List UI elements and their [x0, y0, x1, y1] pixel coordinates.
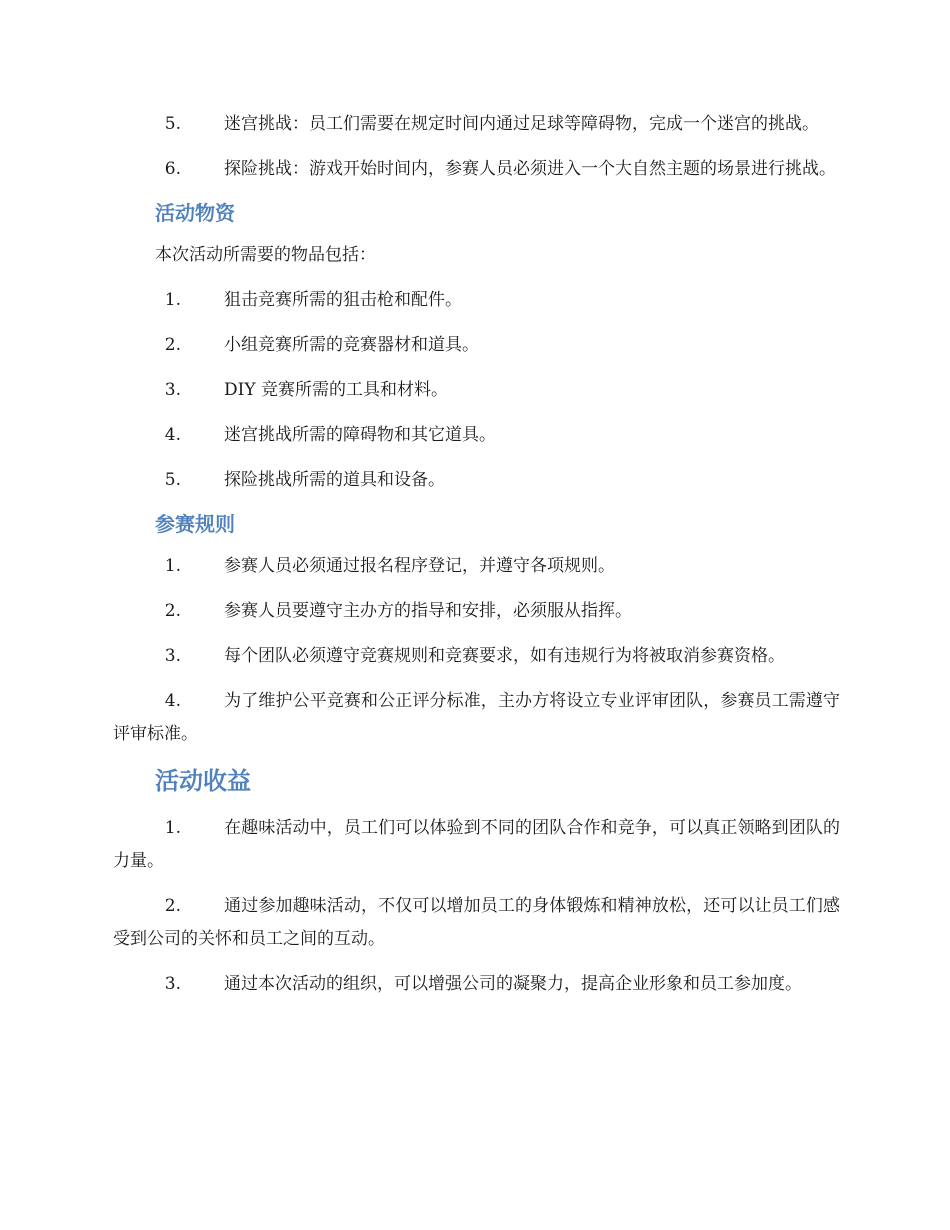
list-text: 为了维护公平竞赛和公正评分标准，主办方将设立专业评审团队，参赛员工需遵守评审标准。	[113, 691, 840, 744]
list-item	[113, 685, 840, 751]
list-number: 4.	[164, 425, 181, 445]
list-number: 1.	[164, 556, 181, 576]
document-page	[113, 108, 840, 1013]
list-item	[113, 890, 840, 956]
list-text: 在趣味活动中，员工们可以体验到不同的团队合作和竞争，可以真正领略到团队的力量。	[113, 818, 840, 871]
list-text: 狙击竞赛所需的狙击枪和配件。	[224, 290, 462, 310]
list-number: 2.	[164, 601, 181, 621]
section-heading-benefits: 活动收益	[155, 767, 251, 795]
list-item	[113, 595, 840, 628]
list-text: 参赛人员必须通过报名程序登记，并遵守各项规则。	[224, 556, 615, 576]
section-heading-rules: 参赛规则	[155, 512, 235, 536]
list-text: 参赛人员要遵守主办方的指导和安排，必须服从指挥。	[224, 601, 632, 621]
list-text: 通过本次活动的组织，可以增强公司的凝聚力，提高企业形象和员工参加度。	[224, 974, 802, 994]
list-number: 2.	[164, 335, 181, 355]
list-text: 探险挑战所需的道具和设备。	[224, 470, 445, 490]
list-number: 6.	[164, 159, 181, 179]
list-number: 1.	[164, 818, 181, 838]
list-text: 探险挑战：游戏开始时间内，参赛人员必须进入一个大自然主题的场景进行挑战。	[224, 159, 836, 179]
section-heading-supplies: 活动物资	[155, 201, 235, 225]
list-item	[113, 812, 840, 878]
list-item	[113, 374, 840, 407]
list-item	[113, 108, 840, 141]
list-number: 2.	[164, 896, 181, 916]
list-number: 3.	[164, 646, 181, 666]
list-item	[113, 153, 840, 186]
list-number: 4.	[164, 691, 181, 711]
list-text: DIY 竞赛所需的工具和材料。	[224, 380, 448, 400]
list-number: 3.	[164, 380, 181, 400]
list-item	[113, 640, 840, 673]
list-text: 小组竞赛所需的竞赛器材和道具。	[224, 335, 479, 355]
list-item	[113, 329, 840, 362]
list-number: 1.	[164, 290, 181, 310]
list-number: 5.	[164, 470, 181, 490]
list-item	[113, 550, 840, 583]
supplies-intro: 本次活动所需要的物品包括：	[155, 245, 376, 265]
list-number: 5.	[164, 114, 181, 134]
list-text: 通过参加趣味活动，不仅可以增加员工的身体锻炼和精神放松，还可以让员工们感受到公司的关怀和员工之间的互动。	[113, 896, 840, 949]
list-text: 迷宫挑战所需的障碍物和其它道具。	[224, 425, 496, 445]
list-item	[113, 284, 840, 317]
list-item	[113, 419, 840, 452]
list-number: 3.	[164, 974, 181, 994]
list-item	[113, 464, 840, 497]
list-text: 迷宫挑战：员工们需要在规定时间内通过足球等障碍物，完成一个迷宫的挑战。	[224, 114, 819, 134]
list-item	[113, 968, 840, 1001]
list-text: 每个团队必须遵守竞赛规则和竞赛要求，如有违规行为将被取消参赛资格。	[224, 646, 785, 666]
